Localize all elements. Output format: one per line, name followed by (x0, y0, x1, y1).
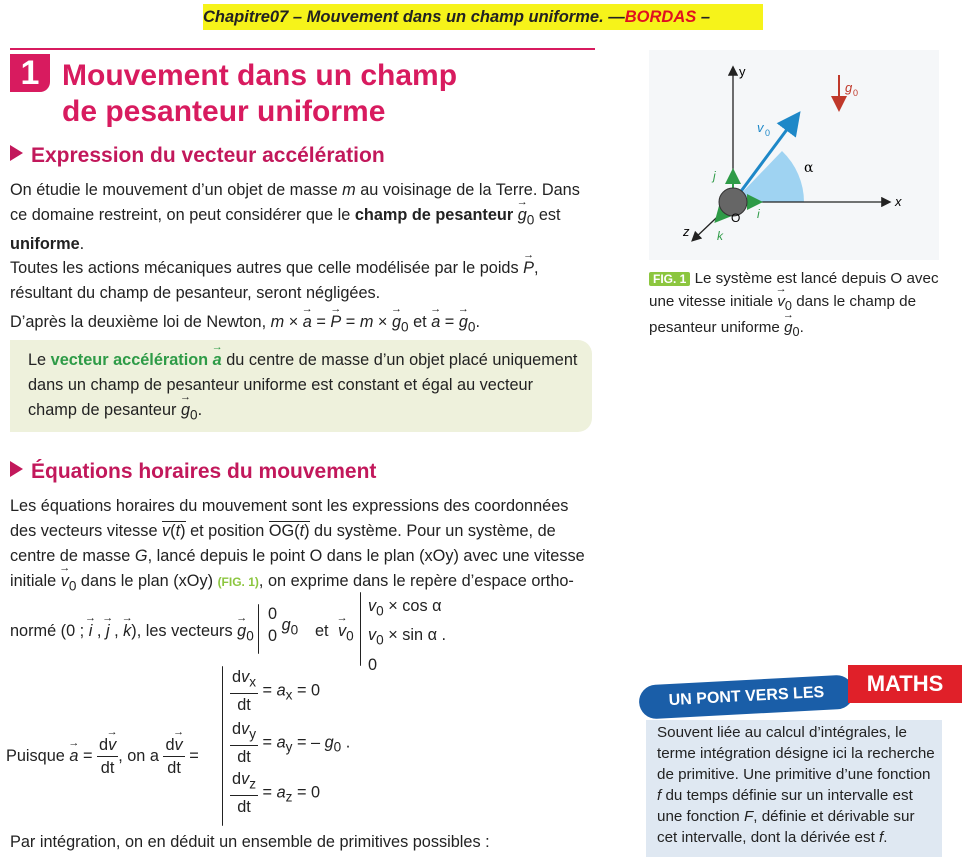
text: et position (185, 522, 269, 540)
text: champ de pesanteur (354, 206, 514, 224)
v0-components: $v_0 \times \cos \alpha$ $v_0 \times \sin \alpha$ . 0 (368, 597, 447, 674)
ay-equation: $\frac{dv_y}{dt}$ = $a_y$ = – $g_0$ . (232, 720, 351, 767)
publisher-name: BORDAS (624, 8, 697, 26)
text: D’après la deuxième loi de Newton, (10, 313, 271, 331)
text: . (79, 235, 85, 254)
figure-tag: FIG. 1 (649, 272, 690, 286)
figure-caption: FIG. 1 Le système est lancé depuis O avec une vitesse initiale → $v_0$ dans le champ de pesanteur uniforme → $g_0$. (649, 268, 949, 344)
text: , résultant du champ de pesanteur, seront négligées. (10, 259, 539, 302)
section-title-line1: Mouvement dans un champ (62, 59, 458, 92)
equation-vectors: normé (0 ; → i , → j , → k), les vecteurs → $g_0$ (10, 620, 254, 647)
definition-box (10, 340, 592, 432)
text: Le système est lancé depuis O avec une vitesse initiale (649, 270, 939, 310)
bullet-triangle-icon (10, 461, 23, 477)
text: est (534, 206, 561, 224)
ax-equation: $\frac{dv_x}{dt}$ = $a_x = 0$ (232, 668, 321, 715)
text: , lancé depuis le point O dans le plan (xOy) avec une vitesse initiale (10, 547, 585, 590)
figure-1 (649, 50, 939, 260)
text: , on exprime dans le repère d’espace ortho- (258, 572, 574, 590)
maths-banner: UN PONT VERS LES (638, 674, 854, 719)
maths-text (657, 722, 937, 848)
label-j: j (713, 169, 716, 183)
paragraph-intro: On étudie le mouvement d’un objet de masse m au voisinage de la Terre. Dans ce domaine restreint, on peut considérer que le champ de pesanteur → $g_0$ est uniforme. (10, 178, 598, 257)
text: f (657, 787, 662, 804)
label-i: i (757, 207, 760, 221)
paragraph-equations: Les équations horaires du mouvement sont les expressions des coordonnées des vecteurs vitesse v(t) et position OG(t) du système. Pour un système, de centre de masse G, lancé depuis le point O dans le plan (xOy) avec une vitesse initiale → $v_0$ dans le plan (xOy) (FIG. 1), on exprime dans le repère d’espace ortho- (10, 494, 598, 598)
text: du système. Pour un système, de centre de masse (10, 522, 556, 565)
text: dans le plan (xOy) (76, 572, 218, 590)
subheading-equations (10, 460, 376, 484)
equation-puisque: Puisque → a = $\frac{d\to v}{dt}$ , on a $\frac{d\to v}{dt}$ = (6, 734, 199, 779)
section-number-badge: 1 (10, 54, 50, 92)
label-z: z (683, 224, 690, 239)
label-origin: O (731, 211, 741, 225)
text: . (883, 829, 888, 846)
text: normé (0 ; (10, 622, 89, 640)
chapter-title: Chapitre07 – Mouvement dans un champ uniforme. — (203, 8, 625, 26)
label-alpha: α (804, 160, 814, 176)
highlight-term: vecteur accélération (50, 351, 209, 369)
vector-g0: → g (518, 203, 527, 228)
text: m (342, 181, 356, 199)
figure-reference-link[interactable]: (FIG. 1) (217, 575, 259, 589)
text: uniforme (10, 235, 80, 254)
text: G (134, 547, 148, 565)
text: On étudie le mouvement d’un objet de masse (10, 181, 343, 199)
chapter-header (203, 4, 763, 30)
brace-acceleration (222, 666, 223, 826)
brace-v0 (360, 592, 361, 666)
label-g0: g (845, 80, 853, 95)
text: , définie et dérivable sur cet intervalle, dont la dérivée est (657, 808, 915, 846)
figure-diagram (649, 50, 939, 260)
text: ), les vecteurs (131, 622, 238, 640)
text: du centre de masse d’un objet placé uniquement dans un champ de pesanteur uniforme est constant et égal au vecteur champ de pesanteur (28, 351, 578, 419)
text: f (879, 829, 884, 846)
paragraph-newton: D’après la deuxième loi de Newton, m × → a = → P = m × → $g_0$ et → a = → $g_0$. (10, 310, 598, 339)
section-title (62, 58, 457, 130)
label-v0: v (757, 120, 764, 135)
text: Souvent liée au calcul d’intégrales, le terme intégration désigne ici la recherche de primitive. Une primitive d’une fonction (657, 724, 935, 783)
label-k: k (717, 229, 723, 243)
label-x: x (895, 194, 902, 209)
text: du temps définie sur un intervalle est une fonction (657, 787, 913, 825)
header-end: – (696, 8, 711, 26)
maths-banner-tag: MATHS (848, 665, 962, 703)
label-y: y (739, 64, 746, 79)
text: Le (28, 351, 51, 369)
section-divider (10, 48, 595, 50)
word-et: et (315, 622, 329, 640)
vector-v0: → $v_0$ (338, 620, 354, 647)
bullet-triangle-icon (10, 145, 23, 161)
definition-text: Le vecteur accélération → a du centre de masse d’un objet placé uniquement dans un champ de pesanteur uniforme est constant et égal au vecteur champ de pesanteur → $g_0$. (28, 348, 584, 427)
subheading-text: Expression du vecteur accélération (31, 144, 385, 167)
az-equation: $\frac{dv_z}{dt}$ = $a_z = 0$ (232, 770, 321, 817)
text: Toutes les actions mécaniques autres que celle modélisée par le poids (10, 259, 524, 277)
label-g0-sub: 0 (853, 88, 859, 98)
paragraph-integration: Par intégration, on en déduit un ensemble de primitives possibles : (10, 833, 490, 851)
text: Les équations horaires du mouvement sont les expressions des coordonnées des vecteurs vitesse (10, 497, 569, 540)
text: , on a (118, 746, 159, 765)
label-v0-sub: 0 (765, 128, 771, 138)
text: dans le champ de pesanteur uniforme (649, 292, 917, 337)
text: Puisque (6, 746, 65, 765)
subheading-acceleration (10, 144, 385, 168)
g0-components: 0 0 $g_0$ (268, 605, 299, 645)
text: au voisinage de la Terre. Dans ce domaine restreint, on peut considérer que le (10, 181, 580, 224)
section-title-line2: de pesanteur uniforme (62, 95, 386, 128)
brace-g0 (258, 604, 259, 654)
vector-P: → P (523, 256, 534, 281)
text: F (743, 808, 754, 825)
subheading-text: Équations horaires du mouvement (31, 460, 377, 483)
